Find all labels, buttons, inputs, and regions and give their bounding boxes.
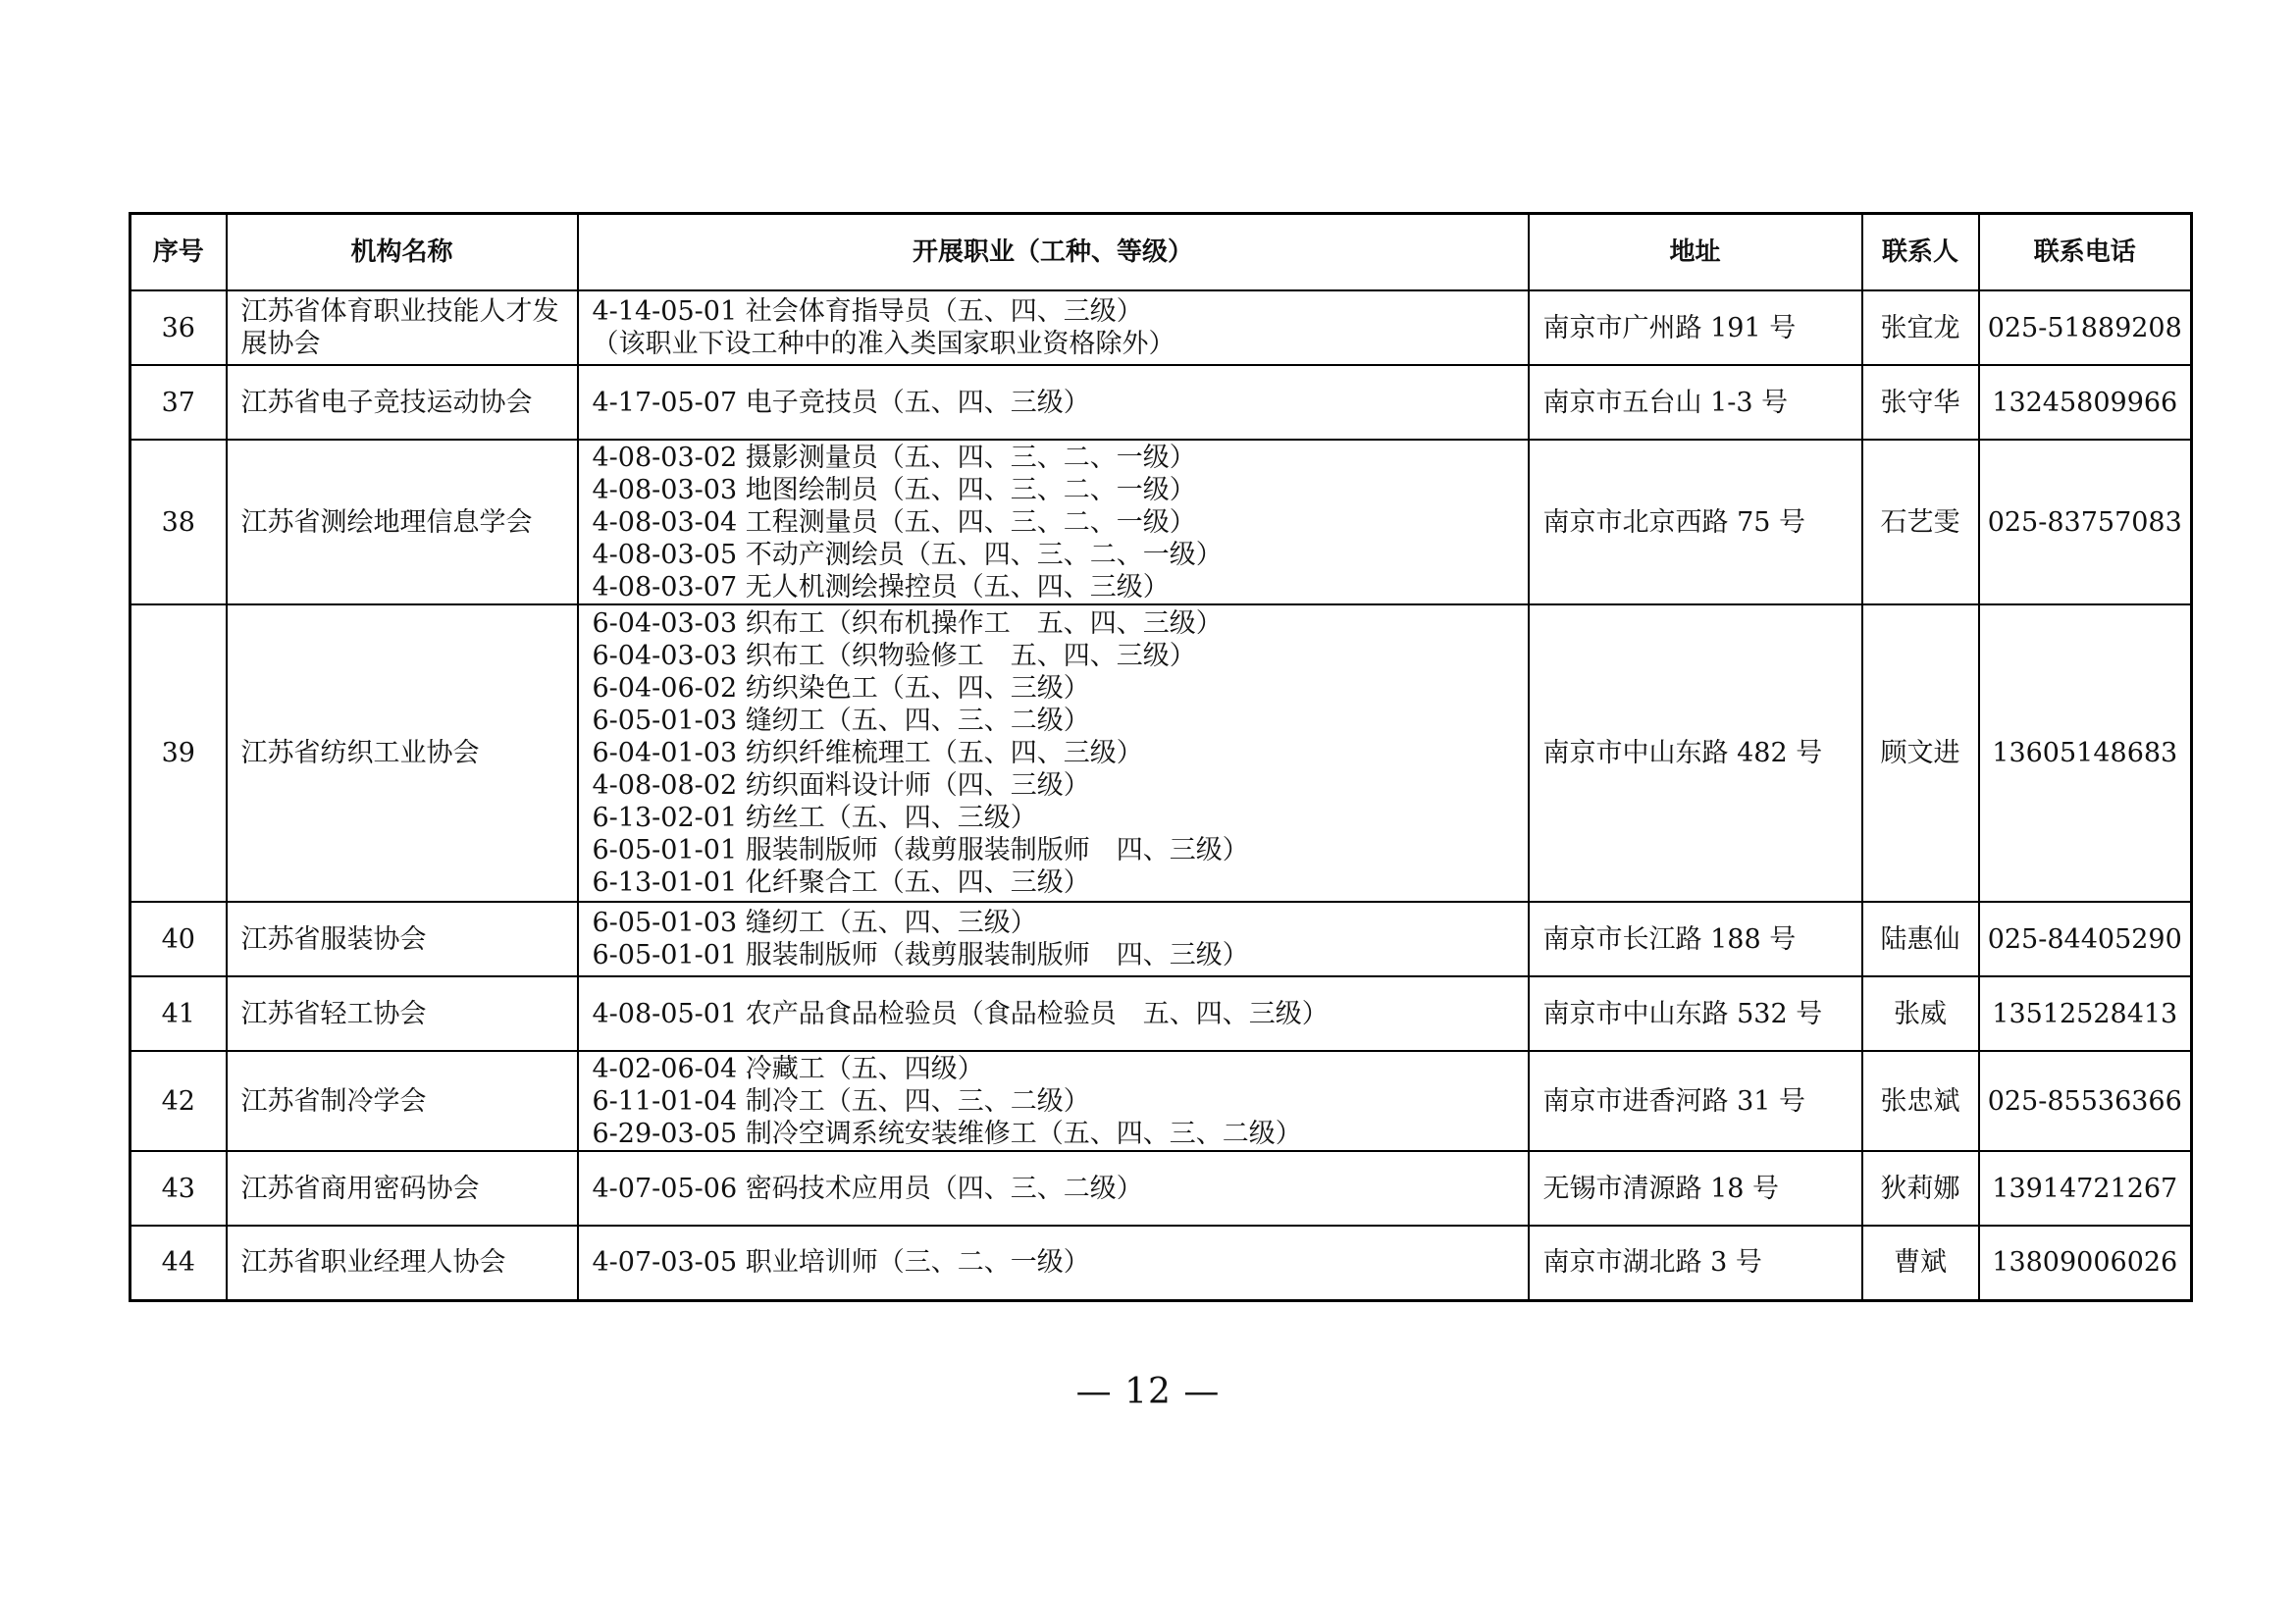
occupation-line: 6-29-03-05 制冷空调系统安装维修工（五、四、三、二级） [592,1118,1302,1149]
org-name-cell [227,902,578,976]
header-contact: 联系人 [1862,214,1979,291]
header-no: 序号 [130,214,227,291]
occupations-cell [578,365,1529,440]
address-cell: 南京市长江路 188 号 [1529,902,1862,976]
org-name-cell [227,365,578,440]
occupation-line: 4-08-08-02 纺织面料设计师（四、三级） [592,770,1090,801]
org-name-cell [227,1226,578,1300]
org-name: 江苏省服装协会 [240,923,427,955]
address-cell: 南京市中山东路 532 号 [1529,976,1862,1051]
org-name: 江苏省电子竞技运动协会 [240,387,533,418]
contact-cell: 狄莉娜 [1862,1151,1979,1226]
row-number: 39 [130,604,227,902]
row-number: 42 [130,1051,227,1151]
occupation-line: 6-05-01-01 服装制版师（裁剪服装制版师 四、三级） [592,835,1249,865]
table-row [130,290,2192,365]
occupations-cell [578,440,1529,604]
occupation-line: 4-17-05-07 电子竞技员（五、四、三级） [592,387,1090,418]
row-number: 41 [130,976,227,1051]
address-cell: 南京市北京西路 75 号 [1529,440,1862,604]
occupation-line: 4-07-03-05 职业培训师（三、二、一级） [592,1247,1090,1279]
org-name-cell [227,604,578,902]
occupations-cell [578,976,1529,1051]
occupations-cell [578,1051,1529,1151]
phone-cell: 13605148683 [1979,604,2192,902]
phone-cell: 13245809966 [1979,365,2192,440]
table-row [130,902,2192,976]
phone-cell: 025-83757083 [1979,440,2192,604]
row-number: 36 [130,290,227,365]
org-name: 江苏省轻工协会 [240,998,427,1029]
page-number: — 12 — [1075,1372,1221,1412]
phone-cell: 13914721267 [1979,1151,2192,1226]
table-header-row [130,214,2192,291]
occupation-line: 6-13-02-01 纺丝工（五、四、三级） [592,803,1037,833]
occupation-line: 6-05-01-03 缝纫工（五、四、三级） [592,908,1037,938]
occupation-line: 4-08-03-04 工程测量员（五、四、三、二、一级） [592,506,1196,538]
occupation-line: 6-04-06-02 纺织染色工（五、四、三级） [592,673,1090,704]
occupation-line: 4-02-06-04 冷藏工（五、四级） [592,1053,984,1084]
occupation-line: 4-08-03-03 地图绘制员（五、四、三、二、一级） [592,474,1196,505]
org-name: 江苏省测绘地理信息学会 [240,506,533,538]
occupation-line: 6-05-01-03 缝纫工（五、四、三、二级） [592,706,1090,736]
occupation-line: 4-08-05-01 农产品食品检验员（食品检验员 五、四、三级） [592,998,1329,1029]
table-row [130,976,2192,1051]
table-row [130,604,2192,902]
contact-cell: 顾文进 [1862,604,1979,902]
occupation-line: 4-08-03-02 摄影测量员（五、四、三、二、一级） [592,442,1196,473]
contact-cell: 曹斌 [1862,1226,1979,1300]
org-name-cell [227,976,578,1051]
org-name: 江苏省商用密码协会 [240,1173,480,1204]
org-name-cell [227,440,578,604]
occupation-line: 4-08-03-07 无人机测绘操控员（五、四、三级） [592,571,1170,602]
occupation-line: 6-13-01-01 化纤聚合工（五、四、三级） [592,867,1090,898]
address-cell: 南京市进香河路 31 号 [1529,1051,1862,1151]
row-number: 40 [130,902,227,976]
occupations-cell [578,290,1529,365]
org-name: 江苏省制冷学会 [240,1085,427,1117]
org-name: 江苏省体育职业技能人才发展协会 [240,296,559,359]
address-cell: 无锡市清源路 18 号 [1529,1151,1862,1226]
header-occupations: 开展职业（工种、等级） [578,214,1529,291]
table-row [130,440,2192,604]
phone-cell: 025-51889208 [1979,290,2192,365]
occupations-cell [578,1151,1529,1226]
occupation-line: 4-07-05-06 密码技术应用员（四、三、二级） [592,1173,1143,1204]
header-phone: 联系电话 [1979,214,2192,291]
row-number: 38 [130,440,227,604]
occupations-cell [578,902,1529,976]
occupation-line: 6-04-03-03 织布工（织物验修工 五、四、三级） [592,641,1196,671]
address-cell: 南京市湖北路 3 号 [1529,1226,1862,1300]
org-name-cell [227,1151,578,1226]
contact-cell: 张威 [1862,976,1979,1051]
row-number: 44 [130,1226,227,1300]
occupation-line: （该职业下设工种中的准入类国家职业资格除外） [592,329,1175,359]
header-org-name: 机构名称 [227,214,578,291]
phone-cell: 13809006026 [1979,1226,2192,1300]
address-cell: 南京市中山东路 482 号 [1529,604,1862,902]
contact-cell: 石艺雯 [1862,440,1979,604]
occupation-line: 6-05-01-01 服装制版师（裁剪服装制版师 四、三级） [592,940,1249,970]
occupations-cell [578,604,1529,902]
phone-cell: 025-84405290 [1979,902,2192,976]
contact-cell: 张忠斌 [1862,1051,1979,1151]
institution-table [129,212,2193,1302]
table-body [130,290,2192,1300]
table-row [130,1151,2192,1226]
row-number: 37 [130,365,227,440]
row-number: 43 [130,1151,227,1226]
table-row [130,1051,2192,1151]
org-name: 江苏省职业经理人协会 [240,1247,506,1279]
table-row [130,1226,2192,1300]
org-name: 江苏省纺织工业协会 [240,738,480,768]
contact-cell: 张宜龙 [1862,290,1979,365]
occupations-cell [578,1226,1529,1300]
occupation-line: 6-11-01-04 制冷工（五、四、三、二级） [592,1085,1090,1117]
org-name-cell [227,290,578,365]
occupation-line: 4-08-03-05 不动产测绘员（五、四、三、二、一级） [592,539,1223,570]
occupation-line: 4-14-05-01 社会体育指导员（五、四、三级） [592,296,1143,327]
phone-cell: 025-85536366 [1979,1051,2192,1151]
org-name-cell [227,1051,578,1151]
table-row [130,365,2192,440]
occupation-line: 6-04-03-03 织布工（织布机操作工 五、四、三级） [592,608,1223,639]
header-address: 地址 [1529,214,1862,291]
contact-cell: 陆惠仙 [1862,902,1979,976]
occupation-line: 6-04-01-03 纺织纤维梳理工（五、四、三级） [592,738,1143,768]
contact-cell: 张守华 [1862,365,1979,440]
address-cell: 南京市广州路 191 号 [1529,290,1862,365]
phone-cell: 13512528413 [1979,976,2192,1051]
address-cell: 南京市五台山 1-3 号 [1529,365,1862,440]
